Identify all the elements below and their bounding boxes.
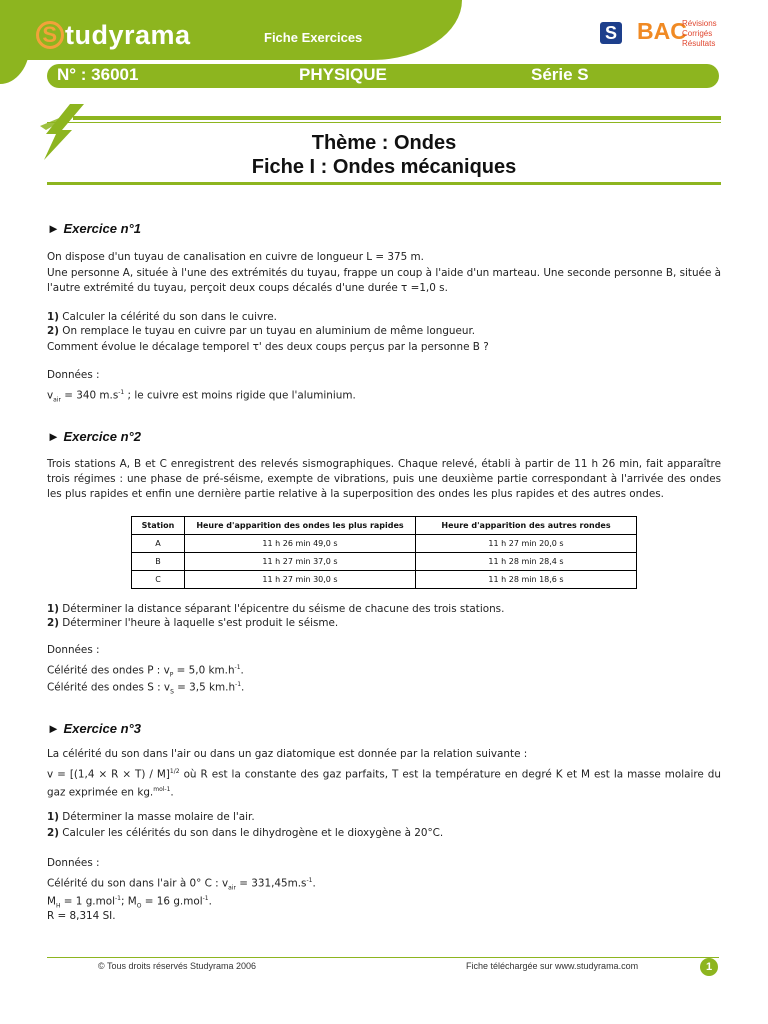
page-title-theme: Thème : Ondes: [311, 132, 457, 154]
table-header: Heure d'apparition des autres rondes: [416, 517, 637, 535]
exercise-3-heading: ► Exercice n°3: [47, 721, 141, 736]
title-rule-bottom: [47, 182, 721, 185]
table-cell: C: [132, 571, 185, 589]
ex2-data-label: Données :: [47, 644, 100, 656]
ex3-data-r: R = 8,314 SI.: [47, 910, 116, 922]
subject-label: PHYSIQUE: [299, 65, 387, 84]
page-number-badge: 1: [700, 958, 718, 976]
table-cell: 11 h 27 min 30,0 s: [185, 571, 416, 589]
title-rule-top: [73, 116, 721, 120]
ex3-data-molar: $M_H = 1$ g.mol$^{-1}$; $M_O = 16$ g.mol$^{-1}$.: [47, 895, 212, 910]
ex1-data-label: Données :: [47, 369, 100, 381]
exercise-1-heading: ► Exercice n°1: [47, 221, 141, 236]
ex3-paragraph: La célérité du son dans l'air ou dans un gaz diatomique est donnée par la relation suivante :: [47, 748, 528, 760]
page-title-fiche: Fiche I : Ondes mécaniques: [251, 156, 517, 178]
sbac-logo-text: BAC: [637, 18, 687, 44]
table-row: [132, 535, 637, 553]
header-sweep: [0, 44, 30, 84]
ex2-data-s: Célérité des ondes S : $v_S = 3,5$ $km.h^{-1}$.: [47, 681, 245, 696]
ex1-paragraph-2: Une personne A, située à l'une des extrémités du tuyau, frappe un coup à l'aide d'un marteau. Une seconde personne B, située à l'autre extrémité du tuyau, perçoit deux coups décalés d'une durée τ =1,0 s.: [47, 267, 722, 294]
ex3-question-2: 2) Calculer les célérités du son dans le dihydrogène et le dioxygène à 20°C.: [47, 827, 444, 839]
ex1-question-2: 2) On remplace le tuyau en cuivre par un tuyau en aluminium de même longueur.: [47, 325, 476, 337]
ex3-data-air: Célérité du son dans l'air à 0° C : $v_{air} = 331,45m.s^{-1}$.: [47, 877, 316, 892]
studyrama-logo: S tudyrama: [36, 20, 191, 51]
table-cell: 11 h 28 min 28,4 s: [416, 553, 637, 571]
ex3-question-1: 1) Déterminer la masse molaire de l'air.: [47, 811, 255, 823]
ex1-data-line: $v_{air} = 340$ $m.s^{-1}$ ; le cuivre est moins rigide que l'aluminium.: [47, 389, 356, 404]
sbac-tagline: Révisions Corrigés Résultats: [682, 19, 717, 48]
table-cell: A: [132, 535, 185, 553]
ex3-data-label: Données :: [47, 857, 100, 869]
footer-copyright: © Tous droits réservés Studyrama 2006: [98, 961, 257, 971]
table-cell: B: [132, 553, 185, 571]
footer-download-link[interactable]: Fiche téléchargée sur www.studyrama.com: [466, 961, 639, 971]
sheet-type-label: Fiche Exercices: [264, 30, 363, 45]
table-header: Station: [132, 517, 185, 535]
footer-rule: [47, 957, 719, 958]
sbac-logo-mark: S: [600, 22, 622, 44]
exercise-2-heading: ► Exercice n°2: [47, 429, 141, 444]
table-cell: 11 h 27 min 37,0 s: [185, 553, 416, 571]
ex2-question-2: 2) Déterminer l'heure à laquelle s'est produit le séisme.: [47, 617, 339, 629]
ex1-paragraph-1: On dispose d'un tuyau de canalisation en cuivre de longueur L = 375 m.: [47, 251, 424, 263]
table-cell: 11 h 27 min 20,0 s: [416, 535, 637, 553]
table-row: [132, 553, 637, 571]
ex2-paragraph: Trois stations A, B et C enregistrent des relevés sismographiques. Chaque relevé, établi à partir de 11 h 26 min, fait apparaître trois régimes : une phase de pré-séisme, exempte de vibrations, puis une deuxième partie correspondant à l'arrivée des ondes les plus rapides et enfin une dernière partie relative à la superposition des ondes les plus rapides et des autres ondes.: [47, 458, 721, 500]
series-label: Série S: [531, 65, 589, 84]
seismic-table: [131, 516, 637, 589]
ex2-question-1: 1) Déterminer la distance séparant l'épicentre du séisme de chacune des trois stations.: [47, 603, 505, 615]
info-bar: [47, 64, 719, 88]
ex2-data-p: Célérité des ondes P : $v_P = 5,0$ $km.h^{-1}$.: [47, 664, 244, 679]
ex1-question-1: 1) Calculer la célérité du son dans le cuivre.: [47, 311, 277, 323]
title-rule-thin: [47, 122, 721, 123]
table-row: [132, 571, 637, 589]
table-cell: 11 h 26 min 49,0 s: [185, 535, 416, 553]
sheet-number: N° : 36001: [57, 65, 139, 84]
table-header-row: [132, 517, 637, 535]
ex3-formula: $v = [(1,4 \times R \times T) / M]^{1/2}$ où R est la constante des gaz parfaits, T est la température en degré K et M est la masse molaire du gaz exprimée en kg.$^{mol-1}$.: [47, 768, 721, 799]
table-header: Heure d'apparition des ondes les plus rapides: [185, 517, 416, 535]
table-cell: 11 h 28 min 18,6 s: [416, 571, 637, 589]
ex1-question-2-cont: Comment évolue le décalage temporel τ' des deux coups perçus par la personne B ?: [47, 341, 489, 353]
